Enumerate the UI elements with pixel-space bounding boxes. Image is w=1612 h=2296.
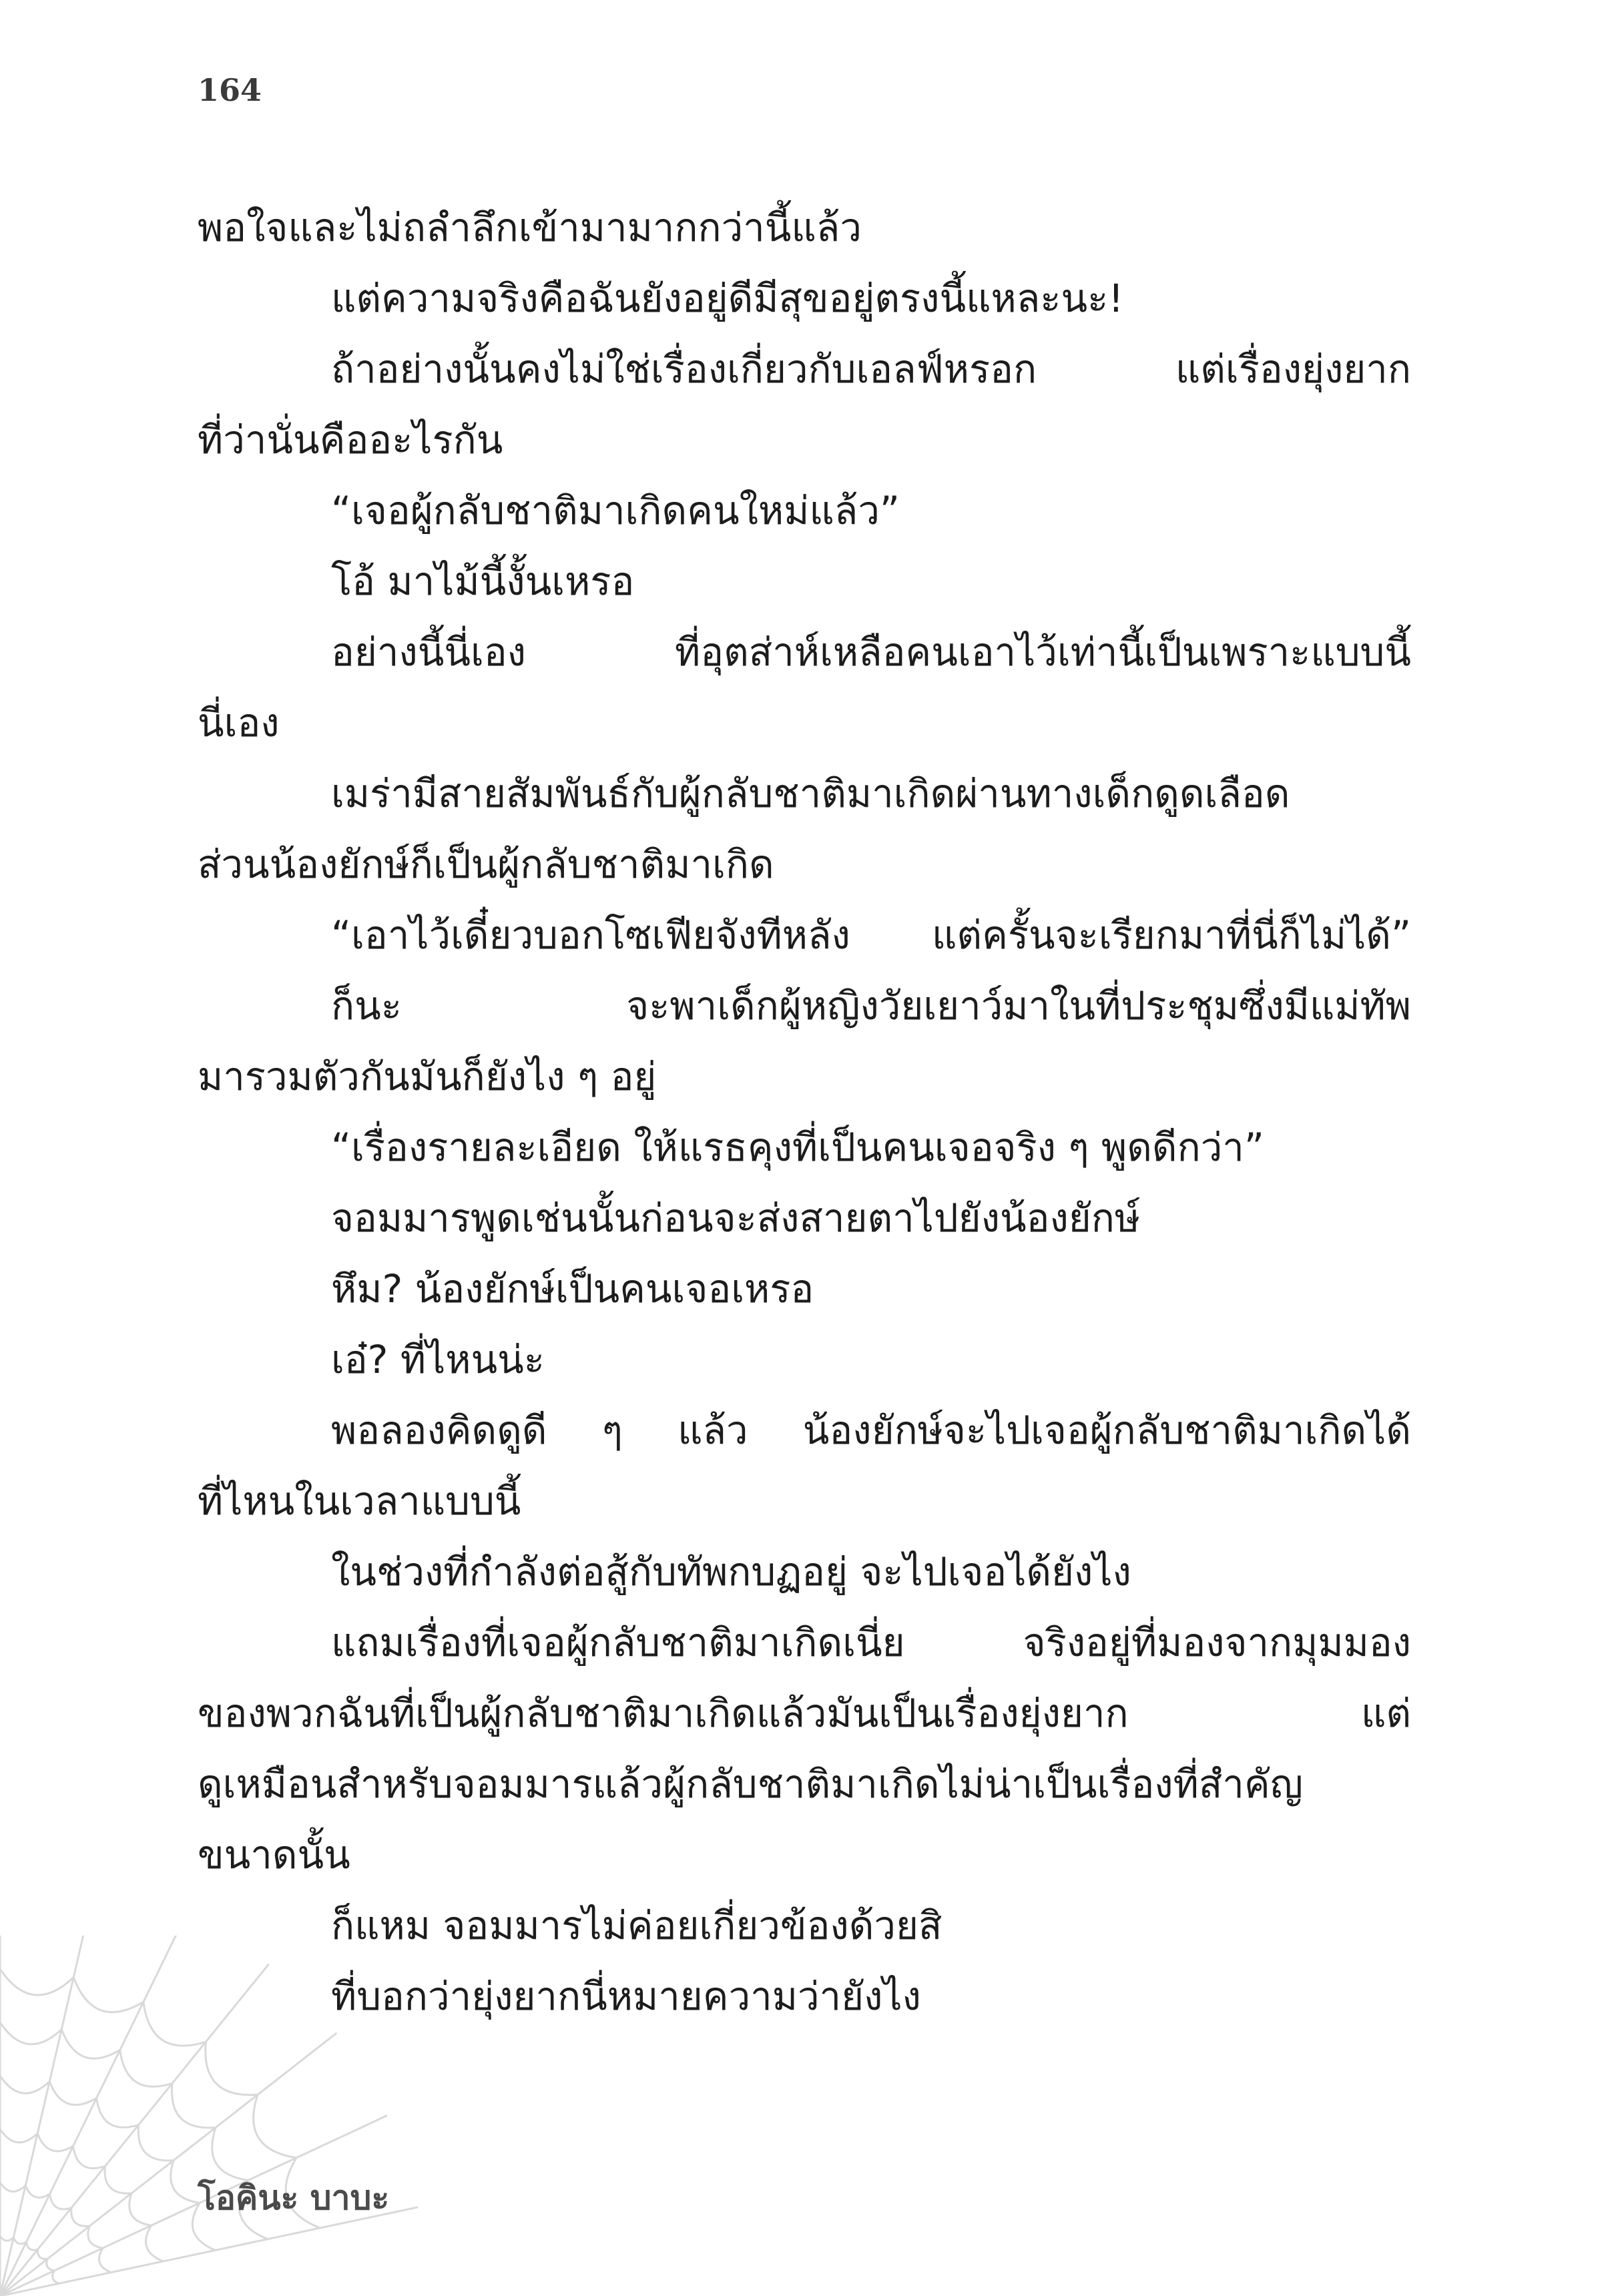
text-line: อย่างนี้นี่เอง ที่อุตส่าห์เหลือคนเอาไว้เท่านี้เป็นเพราะแบบนี้ [331,629,1411,675]
text-line: ที่ไหนในเวลาแบบนี้ [198,1478,521,1524]
text-line: ถ้าอย่างนั้นคงไม่ใช่เรื่องเกี่ยวกับเอลฟ์หรอก แต่เรื่องยุ่งยาก [331,346,1411,392]
text-line: “เรื่องรายละเอียด ให้แรธคุงที่เป็นคนเจอจริง ๆ พูดดีกว่า” [331,1125,1264,1170]
text-line: พอลองคิดดูดี ๆ แล้ว น้องยักษ์จะไปเจอผู้กลับชาติมาเกิดได้ [331,1408,1411,1453]
page-number: 164 [198,72,262,108]
text-line: แต่ความจริงคือฉันยังอยู่ดีมีสุขอยู่ตรงนี้แหละนะ! [331,276,1124,321]
text-line: เอ๋? ที่ไหนน่ะ [331,1337,545,1382]
text-line: ส่วนน้องยักษ์ก็เป็นผู้กลับชาติมาเกิด [198,842,774,887]
text-line: ในช่วงที่กำลังต่อสู้กับทัพกบฏอยู่ จะไปเจอได้ยังไง [331,1549,1131,1595]
text-line: นี่เอง [198,700,280,746]
text-line: หึม? น้องยักษ์เป็นคนเจอเหรอ [331,1266,814,1312]
text-line: โอ้ มาไม้นี้งั้นเหรอ [331,559,635,604]
text-line: ที่บอกว่ายุ่งยากนี่หมายความว่ายังไง [331,1974,921,2019]
text-line: ดูเหมือนสำหรับจอมมารแล้วผู้กลับชาติมาเกิดไม่น่าเป็นเรื่องที่สำคัญ [198,1761,1304,1807]
body-text [198,192,1411,2032]
spider-web-decoration [0,1936,467,2296]
text-line: จอมมารพูดเช่นนั้นก่อนจะส่งสายตาไปยังน้องยักษ์ [331,1195,1141,1241]
text-line: เมร่ามีสายสัมพันธ์กับผู้กลับชาติมาเกิดผ่านทางเด็กดูดเลือด [331,771,1290,816]
text-line: พอใจและไม่ถลำลึกเข้ามามากกว่านี้แล้ว [198,205,862,250]
text-line: “เอาไว้เดี๋ยวบอกโซเฟียจังทีหลัง แต่ครั้นจะเรียกมาที่นี่ก็ไม่ได้” [331,912,1411,958]
text-line: ก็แหม จอมมารไม่ค่อยเกี่ยวข้องด้วยสิ [331,1903,943,1948]
text-line: ขนาดนั้น [198,1832,350,1878]
text-line: “เจอผู้กลับชาติมาเกิดคนใหม่แล้ว” [331,488,900,533]
text-line: มารวมตัวกันมันก็ยังไง ๆ อยู่ [198,1054,657,1099]
text-line: ที่ว่านั่นคืออะไรกัน [198,417,503,463]
text-line: ของพวกฉันที่เป็นผู้กลับชาติมาเกิดแล้วมันเป็นเรื่องยุ่งยาก แต่ [198,1691,1411,1736]
author-name: โอคินะ บาบะ [198,2179,390,2217]
text-line: ก็นะ จะพาเด็กผู้หญิงวัยเยาว์มาในที่ประชุมซึ่งมีแม่ทัพ [331,983,1411,1029]
text-line: แถมเรื่องที่เจอผู้กลับชาติมาเกิดเนี่ย จริงอยู่ที่มองจากมุมมอง [331,1620,1411,1665]
